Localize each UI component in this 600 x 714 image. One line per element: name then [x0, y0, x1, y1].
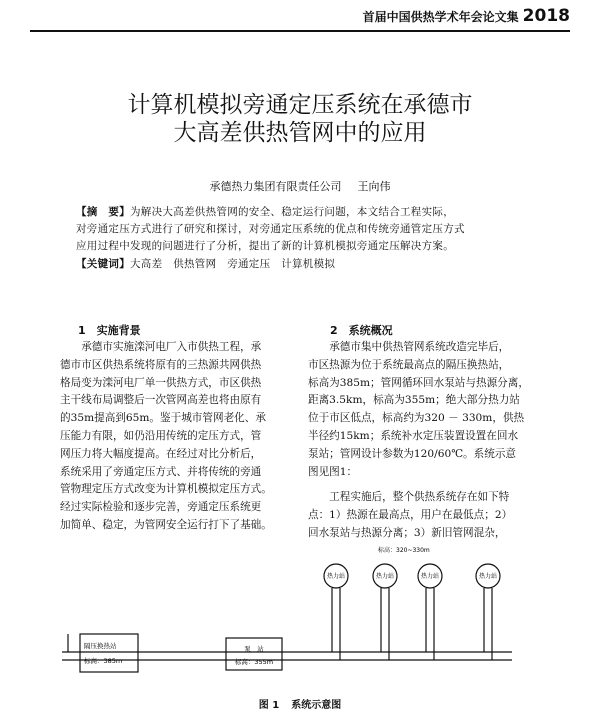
text-line: 承德市实施滦河电厂入市供热工程，承: [81, 341, 262, 353]
text-line: 主干线布局调整后一次管网高差也将由原有: [60, 394, 262, 407]
author-line: [0, 178, 600, 194]
section-1-body: [60, 339, 272, 535]
keywords: 大高差 供热管网 旁通定压 计算机模拟: [130, 258, 336, 270]
heat-station-label: 热力站: [375, 573, 395, 580]
text-line: 位于市区低点，标高约为320 － 330m，供热: [308, 412, 525, 425]
text-line: 泵站；管网设计参数为120/60℃。系统示意: [308, 447, 517, 460]
text-line: 点：1）热源在最高点，用户在最低点；2）: [308, 509, 513, 522]
text-line: 德市市区供热系统将原有的三热源共网供热: [60, 358, 262, 371]
text-line: 系统采用了旁通定压方式、并将传统的旁通: [60, 465, 262, 478]
text-line: 的35m提高到65m。鉴于城市管网老化、承: [60, 412, 266, 425]
text-line: 格局变为滦河电厂单一供热方式，市区供热: [60, 376, 262, 389]
text-line: 经过实际检验和逐步完善，旁通定压系统更: [60, 501, 262, 514]
keywords-label: 【关键词】: [76, 258, 130, 270]
text-line: 标高为385m；管网循环回水泵站与热源分离，: [308, 376, 529, 389]
figure-number: 图 1: [258, 700, 280, 711]
heat-station-label: 热力站: [478, 573, 498, 580]
text-line: 工程实施后，整个供热系统存在如下特: [329, 491, 510, 504]
text-line: 距离3.5km，标高为355m；绝大部分热力站: [308, 394, 520, 407]
author-name: 王向伟: [357, 180, 391, 193]
abstract-line-3: 应用过程中发现的问题进行了分析，提出了新的计算机模拟旁通定压解决方案。: [76, 240, 454, 252]
elevation-note: 标高：320~330m: [378, 547, 430, 554]
conference-year: 2018: [522, 6, 570, 26]
text-line: 压能力有限，如仍沿用传统的定压方式，管: [60, 429, 262, 442]
text-line: 管物理定压方式改变为计算机模拟定压方式。: [60, 483, 272, 496]
text-line: 市区热源为位于系统最高点的隔压换热站，: [308, 358, 510, 371]
source-station-label: 隔压换热站: [84, 642, 117, 650]
heat-station-label: 热力站: [326, 573, 346, 580]
text-line: 半径约15km；系统补水定压装置设置在回水: [308, 429, 519, 442]
text-line: 承德市集中供热管网系统改造完毕后，: [329, 341, 510, 353]
pump-station-elevation: 标高：355m: [234, 658, 274, 666]
pump-station-label: 泵 站: [244, 645, 264, 653]
paper-title-line-1: 计算机模拟旁通定压系统在承德市: [127, 92, 473, 118]
system-diagram: [0, 530, 600, 695]
running-header: [363, 6, 570, 26]
abstract-line-2: 对旁通定压方式进行了研究和探讨，对旁通定压系统的优点和传统旁通管定压方式: [76, 223, 465, 235]
text-line: 回水泵站与热源分离；3）新旧管网混杂，: [308, 526, 506, 539]
section-2-heading: 2 系统概况: [330, 324, 393, 337]
paper-title-line-2: 大高差供热管网中的应用: [173, 120, 427, 146]
heat-station-label: 热力站: [420, 573, 440, 580]
figure-caption-text: 系统示意图: [291, 700, 342, 711]
text-line: 网压力将大幅度提高。在经过对比分析后，: [60, 447, 262, 460]
source-station-box: [80, 634, 138, 672]
abstract-label: 【摘 要】: [76, 206, 130, 218]
keywords-line: [76, 256, 536, 273]
section-2-body: [308, 339, 529, 543]
text-line: 图见图1：: [308, 465, 358, 478]
source-station-elevation: 标高：385m: [84, 657, 123, 665]
abstract-line-1: 【摘 要】为解决大高差供热管网的安全、稳定运行问题，本文结合工程实际，: [76, 206, 454, 218]
text-line: 加简单、稳定，为管网安全运行打下了基础。: [60, 518, 272, 531]
section-1-heading: 1 实施背景: [78, 324, 141, 337]
figure-caption: [0, 696, 600, 711]
author-organization: 承德热力集团有限责任公司: [209, 180, 342, 193]
header-rule: [30, 30, 570, 32]
conference-name: 首届中国供热学术年会论文集: [362, 10, 519, 24]
